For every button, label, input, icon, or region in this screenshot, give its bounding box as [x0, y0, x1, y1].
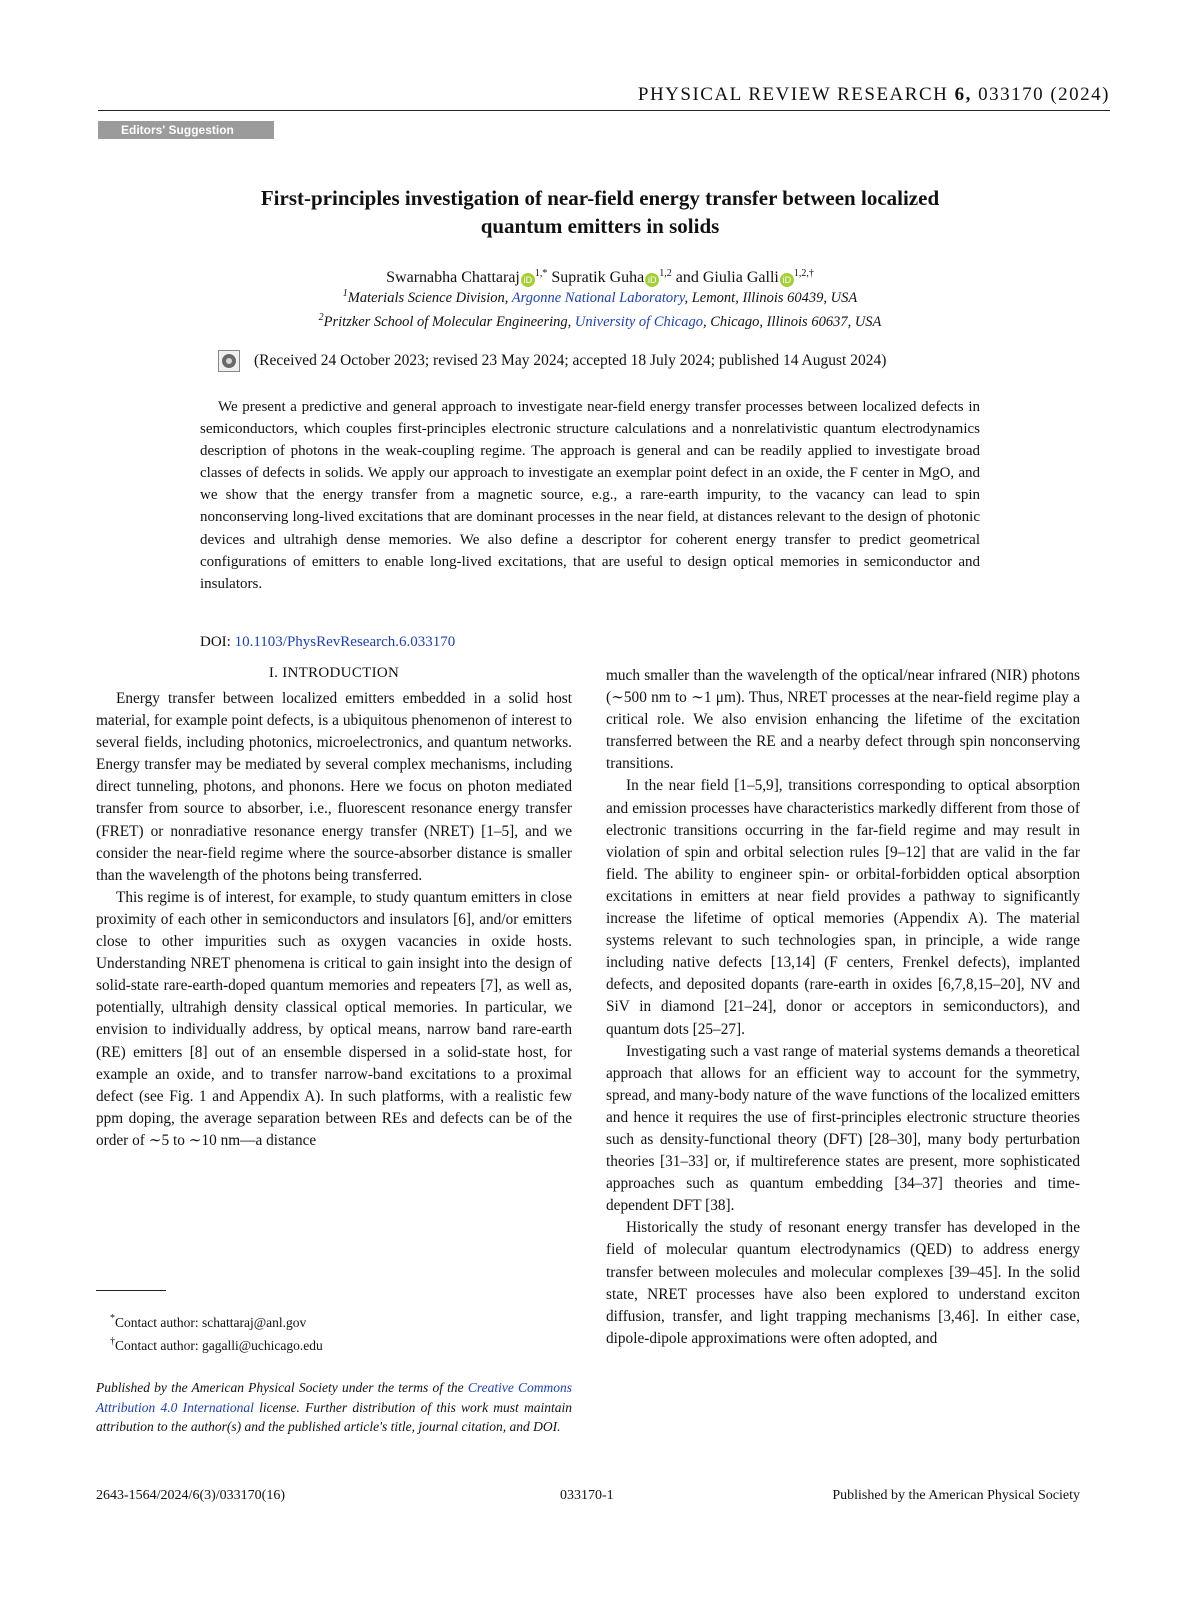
footnote-2: [110, 1336, 323, 1354]
affiliation-1-suffix: , Lemont, Illinois 60439, USA: [684, 290, 858, 306]
footnote-rule: [96, 1290, 166, 1291]
right-column: [606, 665, 1080, 1350]
author-list: [150, 268, 1050, 287]
editors-suggestion-badge: Editors' Suggestion: [98, 121, 274, 139]
body-paragraph-1: Energy transfer between localized emitters embedded in a solid host material, for example point defects, is a ubiquitous phenomenon of interest to several fields, including photonics, microelectronics, and quantum networks. Energy transfer may be mediated by several complex mechanisms, including direct tunneling, photons, and phonons. Here we focus on photon mediated transfer from source to absorber, i.e., fluorescent resonance energy transfer (FRET) or nonradiative resonance energy transfer (NRET) [1–5], and we consider the near-field regime where the source-absorber distance is smaller than the wavelength of the photons being transferred.: [96, 690, 572, 884]
journal-header: [98, 84, 1110, 106]
author-conjunction: and: [675, 269, 699, 286]
paper-title: [150, 184, 1050, 240]
affiliation-2: [150, 312, 1050, 331]
affiliation-2-link[interactable]: University of Chicago: [574, 314, 703, 330]
abstract: We present a predictive and general approach to investigate near-field energy transfer processes between localized defects in semiconductors, which couples first-principles electronic structure calculations and a nonrelativistic quantum electrodynamics description of photons in the weak-coupling regime. The approach is general and can be readily applied to investigate broad classes of defects in solids. We apply our approach to investigate an exemplar point defect in an oxide, the F center in MgO, and we show that the energy transfer from a magnetic source, e.g., a rare-earth impurity, to the vacancy can lead to spin nonconserving long-lived excitations that are dominant processes in the near field, at distances relevant to the design of photonic devices and ultrahigh dense memories. We also define a descriptor for coherent energy transfer to predict geometrical configurations of emitters to enable long-lived excitations, that are useful to design optical memories in semiconductor and insulators.: [200, 399, 980, 592]
affiliation-2-suffix: , Chicago, Illinois 60637, USA: [702, 314, 882, 330]
orcid-icon[interactable]: iD: [645, 273, 659, 287]
author-1-marks: 1,*: [534, 268, 548, 279]
check-for-updates-icon[interactable]: [218, 350, 240, 372]
body-paragraph-6: Historically the study of resonant energy transfer has developed in the field of molecular quantum electrodynamics (QED) to address energy transfer between molecules and molecular complexes [39–45]. In the solid state, NRET processes have also been explored to understand exciton diffusion, transfer, and light trapping mechanisms [3,46]. In either case, dipole-dipole approximations were often adopted, and: [606, 1219, 1080, 1347]
left-column: [96, 665, 572, 1152]
header-rule: [98, 110, 1110, 111]
footer-publisher: Published by the American Physical Society: [832, 1488, 1080, 1503]
affiliation-1: [150, 288, 1050, 307]
body-paragraph-5: Investigating such a vast range of material systems demands a theoretical approach that allows for an efficient way to account for the symmetry, spread, and many-body nature of the wave functions of the localized emitters and hence it requires the use of first-principles electronic structure theories such as density-functional theory (DFT) [28–30], many body perturbation theories [31–33] or, if multireference states are present, more sophisticated approaches such as quantum embedding [34–37] theories and time-dependent DFT [38].: [606, 1042, 1080, 1215]
doi-line: [200, 634, 455, 651]
footnote-1-mark: *: [110, 1313, 115, 1324]
footnote-1-text[interactable]: Contact author: schattaraj@anl.gov: [115, 1315, 307, 1330]
license-suffix: license. Further distribution of this work must maintain attribution to the author(s) and the published article's title, journal citation, and DOI.: [96, 1399, 573, 1434]
author-3[interactable]: Giulia Galli: [702, 269, 779, 286]
author-1[interactable]: Swarnabha Chattaraj: [386, 269, 520, 286]
publication-dates: (Received 24 October 2023; revised 23 May 2024; accepted 18 July 2024; published 14 August 2024): [254, 352, 887, 369]
title-line-2: quantum emitters in solids: [480, 214, 720, 238]
license-prefix: Published by the American Physical Society under the terms of the: [96, 1380, 464, 1395]
doi-link[interactable]: 10.1103/PhysRevResearch.6.033170: [234, 634, 456, 650]
license-link[interactable]: Creative Commons Attribution 4.0 International: [96, 1380, 573, 1415]
section-heading: I. INTRODUCTION: [268, 665, 400, 681]
journal-name: PHYSICAL REVIEW RESEARCH: [637, 84, 949, 105]
doi-label: DOI:: [200, 634, 231, 650]
journal-volume: 6,: [954, 84, 972, 105]
affiliation-1-prefix: Materials Science Division,: [347, 290, 509, 306]
journal-citation: 033170 (2024): [978, 84, 1110, 105]
footnote-1: [110, 1313, 306, 1331]
affiliation-1-number: 1: [342, 288, 348, 299]
author-2-marks: 1,2: [659, 268, 672, 279]
title-line-1: First-principles investigation of near-field energy transfer between localized: [260, 186, 940, 210]
body-paragraph-3: much smaller than the wavelength of the optical/near infrared (NIR) photons (∼500 nm to ∼1 μm). Thus, NRET processes at the near-field regime play a critical role. We also envision enhancing the lifetime of the excitation transferred between the RE and a nearby defect through spin nonconserving transitions.: [606, 667, 1080, 773]
license-notice: [96, 1378, 572, 1437]
affiliation-2-number: 2: [318, 312, 324, 323]
orcid-icon[interactable]: iD: [780, 273, 794, 287]
orcid-icon[interactable]: iD: [521, 273, 535, 287]
footnote-2-text[interactable]: Contact author: gagalli@uchicago.edu: [115, 1338, 323, 1353]
footnote-2-mark: †: [110, 1336, 115, 1347]
affiliation-1-link[interactable]: Argonne National Laboratory: [511, 290, 685, 306]
body-paragraph-4: In the near field [1–5,9], transitions corresponding to optical absorption and emission processes have characteristics markedly different from those of electronic transitions occurring in the far-field regime and may result in violation of spin and orbital selection rules [9–12] that are valid in the far field. The ability to engineer spin- or orbital-forbidden optical absorption excitations in emitters at near field provides a pathway to significantly increase the lifetime of optical memories (Appendix A). The material systems relevant to such technologies span, in principle, a wide range including native defects [13,14] (F centers, Frenkel defects), implanted defects, and deposited dopants (rare-earth in oxides [6,7,8,15–20], NV and SiV in diamond [21–24], donor or acceptors in semiconductors), and quantum dots [25–27].: [606, 777, 1080, 1038]
footer-issn: 2643-1564/2024/6(3)/033170(16): [96, 1488, 285, 1503]
affiliation-2-prefix: Pritzker School of Molecular Engineering,: [323, 314, 572, 330]
footer-page-number: 033170-1: [560, 1488, 614, 1503]
author-3-marks: 1,2,†: [793, 268, 814, 279]
author-2[interactable]: Supratik Guha: [551, 269, 645, 286]
body-paragraph-2: This regime is of interest, for example, to study quantum emitters in close proximity of each other in semiconductors and insulators [6], and/or emitters close to other impurities such as oxygen vacancies in oxide hosts. Understanding NRET phenomena is critical to gain insight into the design of solid-state rare-earth-doped quantum memories and repeaters [7], as well as, potentially, ultrahigh density classical optical memories. In particular, we envision to individually address, by optical means, narrow band rare-earth (RE) emitters [8] out of an ensemble dispersed in a solid-state host, for example an oxide, and to transfer narrow-band excitations to a proximal defect (see Fig. 1 and Appendix A). In such platforms, with a realistic few ppm doping, the average separation between REs and defects can be of the order of ∼5 to ∼10 nm—a distance: [96, 888, 572, 1149]
